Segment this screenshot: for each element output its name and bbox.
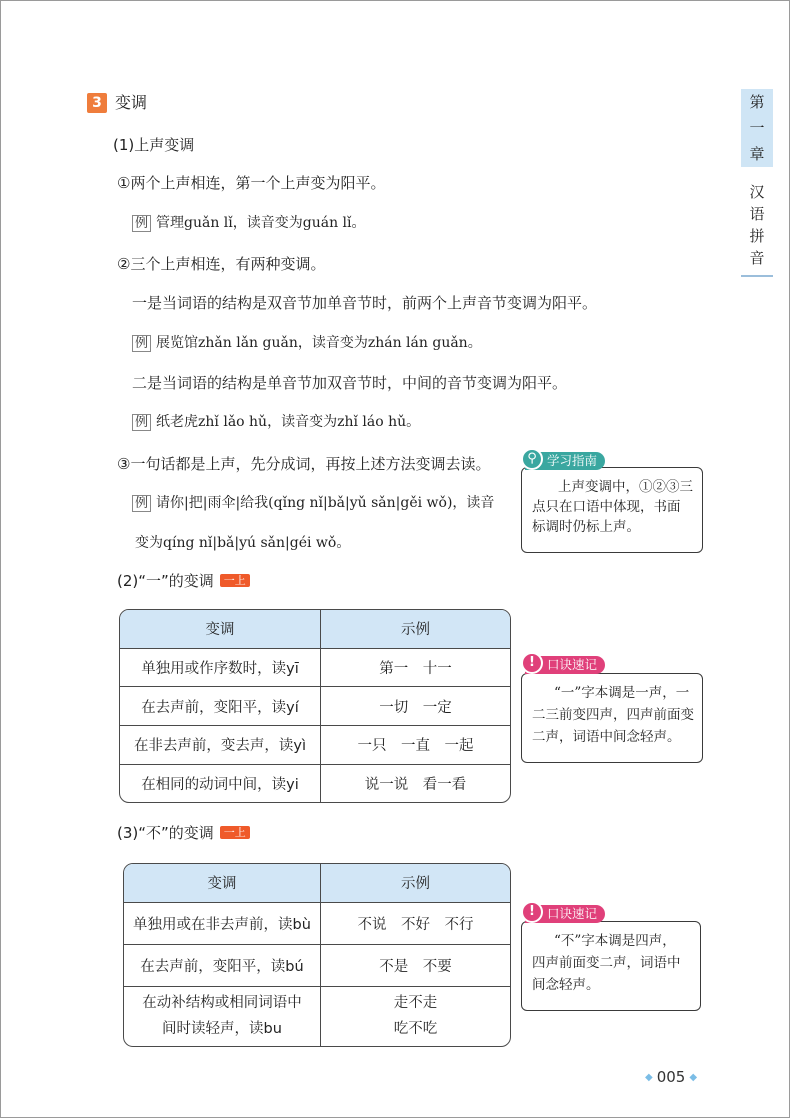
part2-heading-text: (2)“一”的变调 bbox=[117, 572, 214, 590]
table-cell bbox=[321, 986, 511, 1046]
note-line: 点只在口语中体现，书面 bbox=[532, 499, 681, 515]
table-row bbox=[120, 648, 510, 687]
table-cell: 一只 一直 一起 bbox=[321, 725, 511, 764]
table-row bbox=[120, 725, 510, 764]
rule-2a: 一是当词语的结构是双音节加单音节时，前两个上声音节变调为阳平。 bbox=[132, 294, 598, 312]
table-cell: 第一 十一 bbox=[321, 648, 511, 687]
exclamation-icon: ! bbox=[521, 652, 543, 674]
table-row bbox=[120, 687, 510, 726]
table-header: 变调 bbox=[120, 610, 321, 648]
rule-2b: 二是当词语的结构是单音节加双音节时，中间的音节变调为阳平。 bbox=[132, 374, 568, 392]
table-cell bbox=[124, 986, 321, 1046]
section-title: 变调 bbox=[115, 93, 148, 112]
rule-3: ③一句话都是上声，先分成词，再按上述方法变调去读。 bbox=[117, 455, 491, 473]
table-cell: 在去声前，变阳平，读yí bbox=[120, 687, 321, 726]
chapter-char: 章 bbox=[749, 145, 765, 163]
page-number bbox=[641, 1068, 701, 1086]
example-2 bbox=[132, 333, 482, 353]
subject-label bbox=[741, 181, 773, 269]
example-mark: 例 bbox=[132, 495, 151, 512]
example-text: 展览馆zhǎn lǎn guǎn，读音变为zhán lán guǎn。 bbox=[156, 335, 482, 351]
subject-char: 拼 bbox=[749, 227, 765, 245]
example-mark: 例 bbox=[132, 335, 151, 352]
subject-char: 汉 bbox=[749, 183, 765, 201]
chapter-label bbox=[741, 89, 773, 167]
mnemonic-title: 口诀速记 bbox=[547, 657, 598, 672]
yi-tone-table bbox=[119, 609, 511, 803]
part3-heading-text: (3)“不”的变调 bbox=[117, 824, 214, 842]
table-row bbox=[120, 764, 510, 802]
note-line: 二声，词语中间念轻声。 bbox=[532, 729, 681, 745]
table-cell: 单独用或在非去声前，读bù bbox=[124, 902, 321, 944]
example-1 bbox=[132, 213, 366, 233]
study-guide-header bbox=[525, 452, 605, 470]
note-line: 二三前变四声，四声前面变 bbox=[532, 707, 694, 723]
chapter-sidebar bbox=[741, 89, 773, 277]
subject-char: 音 bbox=[749, 249, 765, 267]
rule-1: ①两个上声相连，第一个上声变为阳平。 bbox=[117, 174, 386, 192]
table-header: 示例 bbox=[321, 610, 511, 648]
magnifier-icon: ⚲ bbox=[521, 448, 543, 470]
cell-line: 走不走 bbox=[393, 995, 438, 1012]
note-line: “一”字本调是一声，一 bbox=[554, 685, 690, 701]
cell-line: 吃不吃 bbox=[393, 1021, 438, 1038]
example-mark: 例 bbox=[132, 215, 151, 232]
example-4-line2: 变为qíng nǐ|bǎ|yú sǎn|géi wǒ。 bbox=[135, 535, 351, 551]
table-header: 示例 bbox=[321, 864, 511, 902]
example-text: 请你|把|雨伞|给我(qǐng nǐ|bǎ|yǔ sǎn|gěi wǒ)，读音 bbox=[156, 495, 495, 511]
part2-heading bbox=[117, 571, 250, 591]
subject-char: 语 bbox=[749, 205, 765, 223]
bu-tone-table bbox=[123, 863, 511, 1047]
study-guide-note bbox=[521, 467, 703, 553]
exclamation-icon: ! bbox=[521, 901, 543, 923]
table-cell: 在相同的动词中间，读yi bbox=[120, 764, 321, 802]
table-cell: 说一说 看一看 bbox=[364, 776, 467, 793]
diamond-icon: ◆ bbox=[645, 1072, 653, 1083]
cell-line: 间时读轻声，读bu bbox=[162, 1021, 282, 1038]
table-row bbox=[124, 986, 510, 1046]
rule-2: ②三个上声相连，有两种变调。 bbox=[117, 255, 326, 273]
example-mark: 例 bbox=[132, 414, 151, 431]
table-cell: 在去声前，变阳平，读bú bbox=[124, 944, 321, 986]
study-guide-title: 学习指南 bbox=[547, 453, 598, 468]
part1-heading: (1)上声变调 bbox=[113, 136, 195, 154]
chapter-char: 一 bbox=[749, 119, 765, 137]
table-cell: 一切 一定 bbox=[321, 687, 511, 726]
note-line: “不”字本调是四声， bbox=[554, 933, 676, 949]
grade-tag: 一上 bbox=[220, 826, 250, 839]
mnemonic-note-bu bbox=[521, 921, 701, 1011]
example-3 bbox=[132, 412, 420, 432]
mnemonic-title: 口诀速记 bbox=[547, 906, 598, 921]
chapter-char: 第 bbox=[749, 93, 765, 111]
mnemonic-note-yi bbox=[521, 673, 703, 763]
page-number-text: 005 bbox=[656, 1068, 686, 1086]
mnemonic-header-yi bbox=[525, 656, 605, 674]
diamond-icon: ◆ bbox=[689, 1072, 698, 1083]
table-cell: 不说 不好 不行 bbox=[321, 902, 511, 944]
table-cell: 不是 不要 bbox=[321, 944, 511, 986]
note-line: 标调时仍标上声。 bbox=[532, 519, 640, 535]
example-4-line1 bbox=[132, 493, 494, 513]
sidebar-divider bbox=[741, 275, 773, 277]
note-line: 上声变调中，①②③三 bbox=[558, 479, 693, 495]
table-row bbox=[124, 902, 510, 944]
note-line: 间念轻声。 bbox=[532, 977, 600, 993]
part3-heading bbox=[117, 823, 250, 843]
example-text: 纸老虎zhǐ lǎo hǔ，读音变为zhǐ láo hǔ。 bbox=[156, 414, 421, 430]
table-cell: 单独用或作序数时，读yī bbox=[120, 648, 321, 687]
table-cell: 在非去声前，变去声，读yì bbox=[120, 725, 321, 764]
section-number: 3 bbox=[87, 93, 107, 113]
example-text: 管理guǎn lǐ，读音变为guán lǐ。 bbox=[156, 215, 366, 231]
cell-line: 在动补结构或相同词语中 bbox=[142, 995, 302, 1012]
grade-tag: 一上 bbox=[220, 574, 250, 587]
table-row bbox=[124, 944, 510, 986]
note-line: 四声前面变二声，词语中 bbox=[532, 955, 681, 971]
table-header: 变调 bbox=[124, 864, 321, 902]
mnemonic-header-bu bbox=[525, 905, 605, 923]
